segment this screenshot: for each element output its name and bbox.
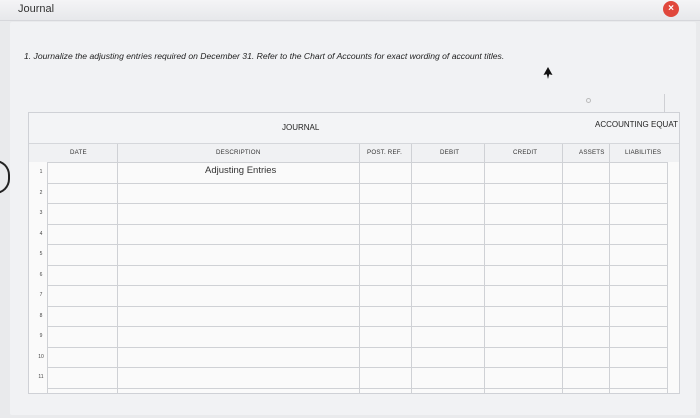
row-number: 11: [38, 374, 44, 380]
header-divider: [359, 144, 360, 162]
description-cell[interactable]: Adjusting Entries: [205, 165, 277, 176]
row-number: 9: [39, 333, 43, 339]
journal-row[interactable]: [29, 265, 679, 286]
header-divider: [562, 144, 563, 162]
column-header-row: [29, 144, 679, 162]
row-number: 10: [38, 353, 44, 360]
journal-title: JOURNAL: [282, 123, 320, 132]
header-divider: [609, 144, 610, 162]
column-header-post-ref: POST. REF.: [367, 149, 403, 156]
header-divider: [411, 144, 412, 162]
decorative-dot: [586, 98, 591, 103]
window-titlebar: [0, 0, 700, 21]
instruction-text: 1. Journalize the adjusting entries required on December 31. Refer to the Chart of Accounts for exact wording of account titles.: [24, 51, 505, 61]
left-edge-arc: [0, 160, 10, 194]
journal-row[interactable]: [29, 162, 679, 183]
journal-table: [28, 112, 680, 394]
row-number: 3: [39, 210, 43, 216]
row-number: 7: [39, 292, 43, 298]
row-number: 2: [39, 189, 43, 196]
journal-header: [29, 113, 679, 144]
accounting-equation-title: ACCOUNTING EQUAT: [595, 120, 678, 129]
column-header-description: DESCRIPTION: [216, 149, 261, 156]
journal-row[interactable]: [29, 326, 679, 347]
journal-row[interactable]: [29, 203, 679, 224]
close-icon: ×: [668, 3, 674, 14]
column-header-credit: CREDIT: [513, 149, 538, 156]
journal-row[interactable]: [29, 183, 679, 204]
journal-row[interactable]: [29, 347, 679, 368]
column-header-liabilities: LIABILITIES: [625, 149, 662, 156]
cursor-arrow-icon: [543, 67, 553, 79]
header-divider: [484, 144, 485, 162]
column-header-date: DATE: [70, 149, 87, 156]
journal-row[interactable]: [29, 306, 679, 327]
header-divider: [117, 144, 118, 162]
column-header-assets: ASSETS: [579, 149, 605, 156]
row-number: 6: [39, 271, 43, 278]
journal-row[interactable]: [29, 285, 679, 306]
journal-row[interactable]: [29, 244, 679, 265]
journal-body: [29, 162, 679, 393]
window-title: Journal: [18, 3, 55, 15]
journal-row[interactable]: [29, 367, 679, 388]
row-divider: [47, 388, 667, 389]
row-number: 1: [39, 169, 43, 175]
row-number: 5: [39, 251, 43, 257]
column-header-debit: DEBIT: [440, 149, 460, 156]
row-number: 8: [39, 312, 43, 319]
journal-row[interactable]: [29, 224, 679, 245]
close-button[interactable]: [663, 1, 679, 17]
row-number: 4: [39, 230, 43, 237]
